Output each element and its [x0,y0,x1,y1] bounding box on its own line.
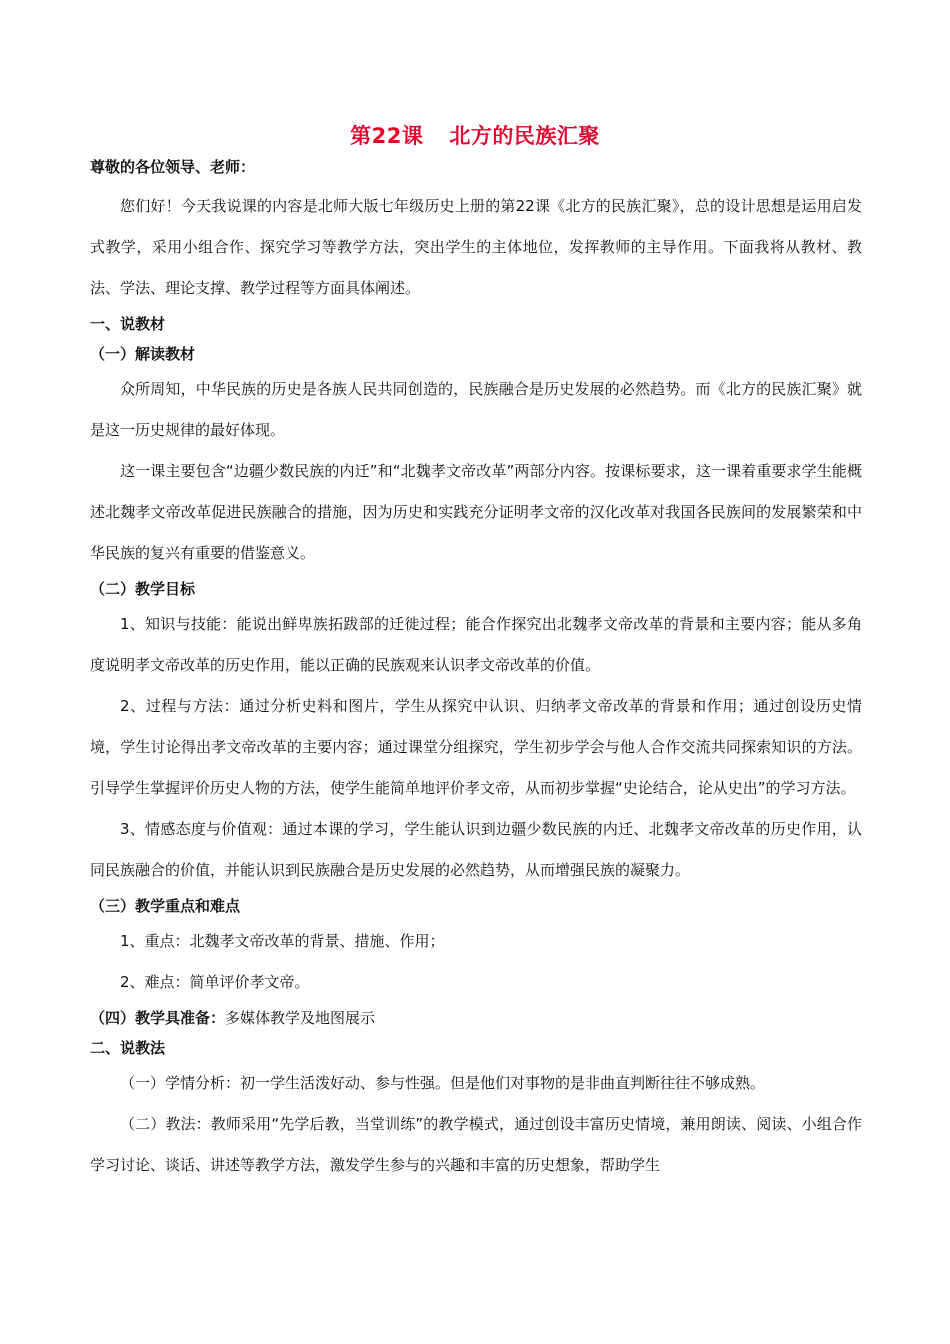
greeting: 尊敬的各位领导、老师： [90,158,256,176]
section-heading-methods: 二、说教法 [90,1039,166,1057]
goal-emotion: 3、情感态度与价值观：通过本课的学习，学生能认识到边疆少数民族的内迁、北魏孝文帝改革的历史作用，认同民族融合的价值，并能认识到民族融合是历史发展的必然趋势，从而增强民族的凝聚力。 [90,820,862,879]
subheading-key-points: （三）教学重点和难点 [90,897,241,915]
materials-value: 多媒体教学及地图展示 [225,1009,376,1027]
goal-knowledge: 1、知识与技能：能说出鲜卑族拓跋部的迁徙过程；能合作探究出北魏孝文帝改革的背景和主要内容；能从多角度说明孝文帝改革的历史作用，能以正确的民族观来认识孝文帝改革的价值。 [90,615,862,674]
title-name: 北方的民族汇聚 [449,124,600,148]
document-body [90,152,862,1186]
difficult-point: 2、难点：简单评价孝文帝。 [120,973,310,991]
materials-label: （四）教学具准备： [90,1009,226,1027]
interpret-paragraph-1: 众所周知，中华民族的历史是各族人民共同创造的，民族融合是历史发展的必然趋势。而《北方的民族汇聚》就是这一历史规律的最好体现。 [90,380,862,439]
title-lesson: 第22课 [350,124,424,148]
key-point: 1、重点：北魏孝文帝改革的背景、措施、作用； [120,932,445,950]
interpret-paragraph-2: 这一课主要包含“边疆少数民族的内迁”和“北魏孝文帝改革”两部分内容。按课标要求，这一课着重要求学生能概述北魏孝文帝改革促进民族融合的措施，因为历史和实践充分证明孝文帝的汉化改革对我国各民族间的发展繁荣和中华民族的复兴有重要的借鉴意义。 [90,462,862,562]
method-teaching: （二）教法：教师采用“先学后教，当堂训练”的教学模式，通过创设丰富历史情境，兼用朗读、阅读、小组合作学习讨论、谈话、讲述等教学方法，激发学生参与的兴趣和丰富的历史想象，帮助学生 [90,1115,862,1174]
subheading-interpret: （一）解读教材 [90,345,196,363]
method-student-analysis: （一）学情分析：初一学生活泼好动、参与性强。但是他们对事物的是非曲直判断往往不够成熟。 [120,1074,766,1092]
intro-paragraph: 您们好！今天我说课的内容是北师大版七年级历史上册的第22课《北方的民族汇聚》，总的设计思想是运用启发式教学，采用小组合作、探究学习等教学方法，突出学生的主体地位，发挥教师的主导作用。下面我将从教材、教法、学法、理论支撑、教学过程等方面具体阐述。 [90,197,862,297]
subheading-materials [90,1003,862,1033]
document-title [0,120,950,150]
section-heading-textbook: 一、说教材 [90,315,166,333]
goal-process: 2、过程与方法：通过分析史料和图片，学生从探究中认识、归纳孝文帝改革的背景和作用；通过创设历史情境，学生讨论得出孝文帝改革的主要内容；通过课堂分组探究，学生初步学会与他人合作交流共同探索知识的方法。引导学生掌握评价历史人物的方法，使学生能简单地评价孝文帝，从而初步掌握“史论结合，论从史出”的学习方法。 [90,697,862,797]
subheading-goals: （二）教学目标 [90,580,196,598]
